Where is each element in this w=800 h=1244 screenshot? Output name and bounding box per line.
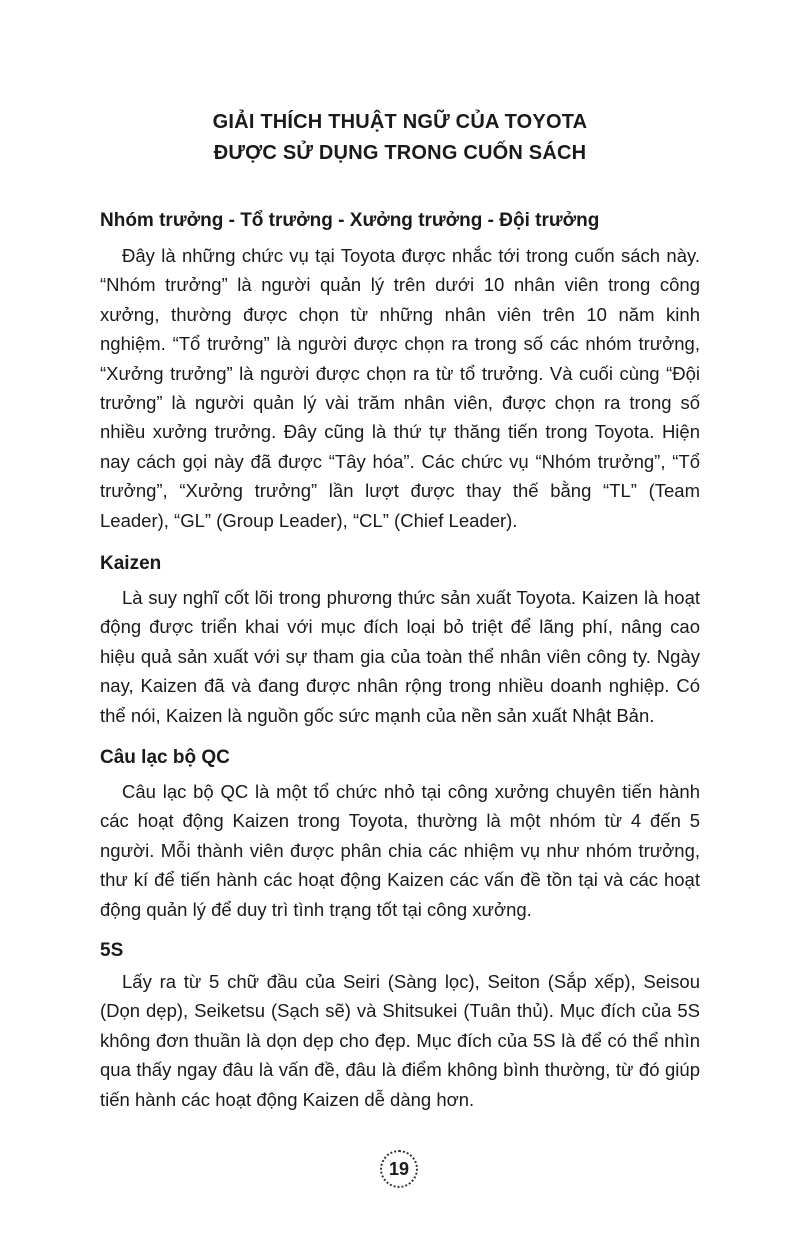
page-title-line-2: ĐƯỢC SỬ DỤNG TRONG CUỐN SÁCH bbox=[213, 142, 587, 164]
section-body-kaizen: Là suy nghĩ cốt lõi trong phương thức sản xuất Toyota. Kaizen là hoạt động được triển khai với mục đích loại bỏ triệt để lãng phí, nâng cao hiệu quả sản xuất với sự tham gia của toàn thể nhân viên công ty. Ngày nay, Kaizen đã và đang được nhân rộng trong nhiều doanh nghiệp. Có thể nói, Kaizen là nguồn gốc sức mạnh của nền sản xuất Nhật Bản. bbox=[100, 587, 700, 726]
section-heading-kaizen: Kaizen bbox=[100, 553, 162, 574]
section-heading-team-leader: Nhóm trưởng - Tổ trưởng - Xưởng trưởng - Đội trưởng bbox=[100, 210, 600, 231]
section-heading-5s: 5S bbox=[100, 940, 124, 961]
section-heading-qc-circle: Câu lạc bộ QC bbox=[100, 747, 230, 768]
section-body-qc-circle: Câu lạc bộ QC là một tổ chức nhỏ tại công xưởng chuyên tiến hành các hoạt động Kaizen trong Toyota, thường là một nhóm từ 4 đến 5 người. Mỗi thành viên được phân chia các nhiệm vụ như nhóm trưởng, thư kí để tiến hành các hoạt động Kaizen các vấn đề tồn tại và các hoạt động quản lý để duy trì tình trạng tốt tại công xưởng. bbox=[100, 781, 700, 920]
section-body-team-leader: Đây là những chức vụ tại Toyota được nhắc tới trong cuốn sách này. “Nhóm trưởng” là người quản lý trên dưới 10 nhân viên trong công xưởng, thường được chọn từ những nhân viên trên 10 năm kinh nghiệm. “Tổ trưởng” là người được chọn ra trong số các nhóm trưởng, “Xưởng trưởng” là người được chọn ra từ tổ trưởng. Và cuối cùng “Đội trưởng” là người quản lý vài trăm nhân viên, được chọn ra trong số nhiều xưởng trưởng. Đây cũng là thứ tự thăng tiến trong Toyota. Hiện nay cách gọi này đã được “Tây hóa”. Các chức vụ “Nhóm trưởng”, “Tổ trưởng”, “Xưởng trưởng” lần lượt được thay thế bằng “TL” (Team Leader), “GL” (Group Leader), “CL” (Chief Leader). bbox=[100, 245, 700, 531]
page-number: 19 bbox=[380, 1150, 418, 1188]
section-body-5s: Lấy ra từ 5 chữ đầu của Seiri (Sàng lọc), Seiton (Sắp xếp), Seisou (Dọn dẹp), Seiketsu (Sạch sẽ) và Shitsukei (Tuân thủ). Mục đích của 5S không đơn thuần là dọn dẹp cho đẹp. Mục đích của 5S là để có thể nhìn qua thấy ngay đâu là vấn đề, đâu là điểm không bình thường, từ đó giúp tiến hành các hoạt động Kaizen dễ dàng hơn. bbox=[100, 971, 700, 1110]
page-title-line-1: GIẢI THÍCH THUẬT NGỮ CỦA TOYOTA bbox=[212, 111, 588, 133]
